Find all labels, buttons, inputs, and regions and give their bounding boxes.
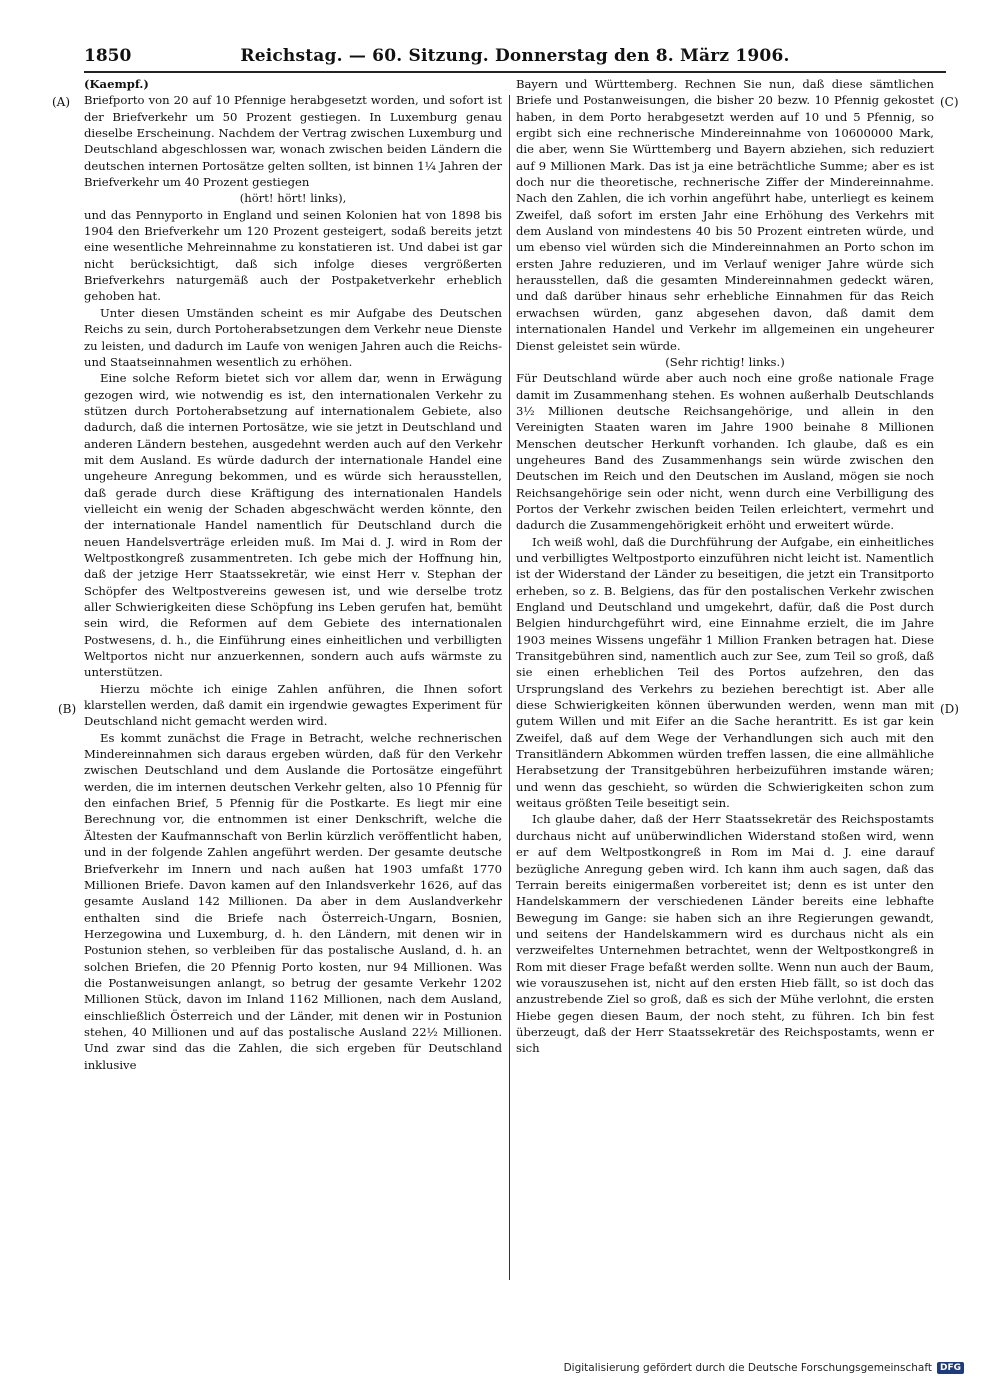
- margin-mark-c: (C): [940, 95, 959, 109]
- paragraph: Ich weiß wohl, daß die Durchführung der Aufgabe, ein einheitliches und verbilligtes Weltpostporto einzuführen nicht leicht ist. Namentlich ist der Widerstand der Länder zu beseitigen, die jetzt ein Transitporto erheben, so z. B. Belgiens, das für den postalischen Verkehr zwischen England und Deutschland und umgekehrt, dafür, daß die Post durch Belgien hindurchgeführt wird, eine Einnahme erzielt, die im Jahre 1903 meines Wissens ungefähr 1 Million Franken betragen hat. Diese Transitgebühren sind, namentlich auch zur See, zum Teil so groß, daß sie einen erheblichen Teil des Portos aufzehren, den das Ursprungsland des Verkehrs zu beziehen berechtigt ist. Aber alle diese Schwierigkeiten können überwunden werden, wenn man mit gutem Willen und mit Eifer an die Sache herantritt. Es ist gar kein Zweifel, daß auf dem Wege der Verhandlungen sich auch mit den Transitländern Abkommen würden treffen lassen, die eine allmähliche Herabsetzung der Transitgebühren herbeizuführen imstande wären; und wenn das geschieht, so würden die Schwierigkeiten schon zum weitaus größten Teile beseitigt sein.: [516, 534, 934, 811]
- page-number: 1850: [84, 46, 132, 66]
- left-column: [84, 76, 502, 1073]
- paragraph: Für Deutschland würde aber auch noch eine große nationale Frage damit im Zusammenhang stehen. Es wohnen außerhalb Deutschlands 3½ Millionen deutsche Reichsangehörige, und allein in den Vereinigten Staaten waren im Jahre 1900 beinahe 8 Millionen Menschen deutscher Herkunft vorhanden. Ich glaube, daß es ein ungeheures Band des Zusammenhangs sein würde zwischen den Deutschen im Reich und den Deutschen im Ausland, mögen sie noch Reichsangehörige sein oder nicht, wenn durch eine Verbilligung des Portos der Verkehr zwischen beiden Teilen erleichtert, vermehrt und dadurch die Zusammengehörigkeit erhöht und erweitert würde.: [516, 371, 934, 533]
- column-divider: [509, 95, 510, 1280]
- paragraph: Unter diesen Umständen scheint es mir Aufgabe des Deutschen Reichs zu sein, durch Portoherabsetzungen dem Verkehr neue Dienste zu leisten, und dadurch im Laufe von wenigen Jahren auch die Reichs- und Staatseinnahmen wesentlich zu erhöhen.: [84, 305, 502, 369]
- paragraph: und das Pennyporto in England und seinen Kolonien hat von 1898 bis 1904 den Briefverkehr um 120 Prozent gesteigert, sodaß bereits jetzt eine wesentliche Mehreinnahme zu konstatieren ist. Und dabei ist gar nicht berücksichtigt, daß sich infolge dieses vergrößerten Briefverkehrs naturgemäß auch der Postpaketverkehr erheblich gehoben hat.: [84, 207, 502, 304]
- footer: [564, 1362, 964, 1374]
- paragraph: Bayern und Württemberg. Rechnen Sie nun, daß diese sämtlichen Briefe und Postanweisungen, die bisher 20 bezw. 10 Pfennig gekostet haben, in dem Porto herabgesetzt werden auf 10 und 5 Pfennig, so ergibt sich eine rechnerische Mindereinnahme von 10600000 Mark, die aber, wenn Sie Württemberg und Bayern abziehen, sich reduziert auf 9 Millionen Mark. Das ist ja eine beträchtliche Summe; aber es ist doch nur die theoretische, rechnerische Ziffer der Mindereinnahme. Nach den Zahlen, die ich vorhin angeführt habe, unterliegt es keinem Zweifel, daß sofort im ersten Jahr eine Erhöhung des Verkehrs mit dem Ausland von mindestens 40 bis 50 Prozent eintreten würde, und um ebenso viel würden sich die Mindereinnahmen an Porto schon im ersten Jahre reduzieren, und im Verlauf weniger Jahre würde sich herausstellen, daß die gesamten Mindereinnahmen gedeckt wären, und daß darüber hinaus sehr erhebliche Einnahmen für das Reich erwachsen würden, ganz abgesehen davon, daß damit dem internationalen Handel und Verkehr im allgemeinen ein ungeheurer Dienst geleistet sein würde.: [516, 77, 934, 353]
- margin-mark-b: (B): [58, 702, 77, 716]
- footer-credit: Digitalisierung gefördert durch die Deutsche Forschungsgemeinschaft: [563, 1362, 932, 1374]
- margin-mark-a: (A): [52, 95, 71, 109]
- right-column: [516, 76, 934, 1057]
- header-rule: [84, 71, 946, 73]
- speaker-name: (Kaempf.): [84, 77, 149, 91]
- paragraph: Eine solche Reform bietet sich vor allem dar, wenn in Erwägung gezogen wird, wie notwendig es ist, den internationalen Verkehr zu stützen durch Portoherabsetzung auf internationalem Gebiete, also dadurch, daß die internen Portosätze, wie sie jetzt in Deutschland und anderen Ländern bestehen, ausgedehnt werden auch auf den Verkehr mit dem Ausland. Es würde dadurch der internationale Handel eine ungeheure Anregung bekommen, und es würde sich herausstellen, daß gerade durch diese Kräftigung des internationalen Handels vielleicht ein wenig der Schaden abgeschwächt werden könnte, den der internationale Handel namentlich für Deutschland durch die neuen Handelsverträge erleiden muß. Im Mai d. J. wird in Rom der Weltpostkongreß zusammentreten. Ich gebe mich der Hoffnung hin, daß der jetzige Herr Staatssekretär, wie einst Herr v. Stephan der Schöpfer des Weltpostvereins gewesen ist, und wie derselbe trotz aller Schwierigkeiten diese Schöpfung ins Leben gerufen hat, bemüht sein wird, die Reformen auf dem Gebiete des internationalen Postwesens, d. h., die Einführung eines einheitlichen und verbilligten Weltportos nicht nur anzuerkennen, sondern auch aufs wärmste zu unterstützen.: [84, 371, 502, 680]
- paragraph: Ich glaube daher, daß der Herr Staatssekretär des Reichspostamts durchaus nicht auf unüberwindlichen Widerstand stoßen wird, wenn er auf dem Weltpostkongreß in Rom im Mai d. J. eine darauf bezügliche Anregung geben wird. Ich kann ihm auch sagen, daß das Terrain bereits einigermaßen vorbereitet ist; denn es ist unter den Handelskammern der verschiedenen Länder bereits eine lebhafte Bewegung im Gange: sie haben sich an ihre Regierungen gewandt, und seitens der Handelskammern wird es durchaus nicht als ein verzweifeltes Unternehmen betrachtet, wenn der Weltpostkongreß in Rom mit dieser Frage befaßt werden sollte. Wenn nun auch der Baum, wie vorauszusehen ist, nicht auf den ersten Hieb fällt, so ist doch das anzustrebende Ziel so groß, daß es sich der Mühe verlohnt, die ersten Hiebe gegen diesen Baum, der noch steht, zu führen. Ich bin fest überzeugt, daß der Herr Staatssekretär des Reichspostamts, wenn er sich: [516, 812, 934, 1056]
- page-header: [84, 44, 946, 70]
- interjection: (Sehr richtig! links.): [665, 354, 785, 369]
- running-head: Reichstag. — 60. Sitzung. Donnerstag den 8. März 1906.: [240, 46, 790, 66]
- dfg-logo: DFG: [937, 1362, 964, 1374]
- interjection: (hört! hört! links),: [239, 191, 347, 206]
- paragraph: Hierzu möchte ich einige Zahlen anführen, die Ihnen sofort klarstellen werden, daß damit ein irgendwie gewagtes Experiment für Deutschland nicht gemacht werden wird.: [84, 681, 502, 729]
- paragraph: Briefporto von 20 auf 10 Pfennige herabgesetzt worden, und sofort ist der Briefverkehr um 50 Prozent gestiegen. In Luxemburg genau dieselbe Erscheinung. Nachdem der Vertrag zwischen Luxemburg und Deutschland abgeschlossen war, wonach zwischen beiden Ländern die deutschen internen Portosätze gelten sollten, ist binnen 1¼ Jahren der Briefverkehr um 40 Prozent gestiegen: [84, 93, 502, 190]
- margin-mark-d: (D): [940, 702, 959, 716]
- paragraph: Es kommt zunächst die Frage in Betracht, welche rechnerischen Mindereinnahmen sich daraus ergeben würden, daß für den Verkehr zwischen Deutschland und dem Auslande die Portosätze eingeführt werden, die im internen deutschen Verkehr gelten, also 10 Pfennig für den einfachen Brief, 5 Pfennig für die Postkarte. Es liegt mir eine Berechnung vor, die entnommen ist einer Denkschrift, welche die Ältesten der Kaufmannschaft von Berlin kürzlich veröffentlicht haben, und in der folgende Zahlen angeführt werden. Der gesamte deutsche Briefverkehr im Innern und nach außen hat 1903 umfaßt 1770 Millionen Briefe. Davon kamen auf den Inlandsverkehr 1626, auf das gesamte Ausland 142 Millionen. Da aber in dem Auslandverkehr enthalten sind die Briefe nach Österreich-Ungarn, Bosnien, Herzegowina und Luxemburg, d. h. den Ländern, mit denen wir in Postunion stehen, so verbleiben für das postalische Ausland, d. h. an solchen Briefen, die 20 Pfennig Porto kosten, nur 94 Millionen. Was die Postanweisungen anlangt, so betrug der gesamte Verkehr 1202 Millionen Stück, davon im Inland 1162 Millionen, nach dem Ausland, einschließlich Österreich und der Länder, mit denen wir in Postunion stehen, 40 Millionen und auf das postalische Ausland 22½ Millionen. Und zwar sind das die Zahlen, die sich ergeben für Deutschland inklusive: [84, 730, 502, 1072]
